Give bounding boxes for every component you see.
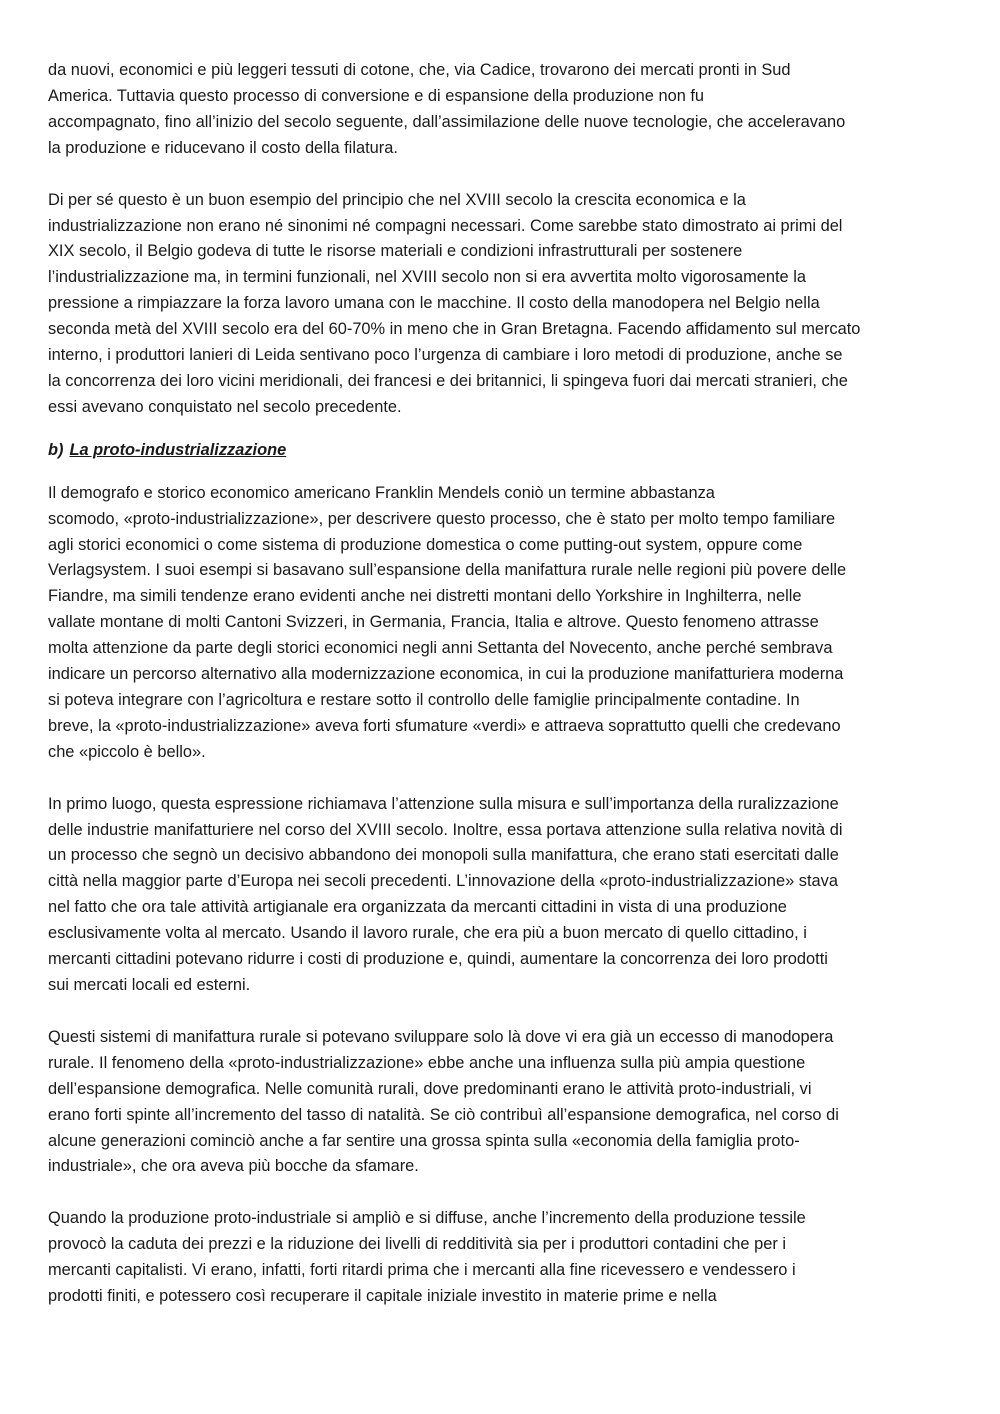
text-line: prodotti finiti, e potessero così recuperare il capitale iniziale investito in materie prime e nella [48,1287,717,1306]
text-line: molta attenzione da parte degli storici economici negli anni Settanta del Novecento, anche perché sembrava [48,639,833,658]
paragraph-2 [48,188,908,421]
paragraph-5 [48,1025,908,1180]
text-line: che «piccolo è bello». [48,742,206,761]
text-line: indicare un percorso alternativo alla modernizzazione economica, in cui la produzione manifatturiera moderna [48,665,844,684]
text-line: Fiandre, ma simili tendenze erano evidenti anche nei distretti montani dello Yorkshire in Inghilterra, nelle [48,587,802,606]
text-line: nel fatto che ora tale attività artigianale era organizzata da mercanti cittadini in vista di una produzione [48,898,787,917]
section-heading-title: La proto-industrializzazione [69,440,287,459]
text-line: industriale», che ora aveva più bocche da sfamare. [48,1157,419,1176]
text-line: erano forti spinte all’incremento del tasso di natalità. Se ciò contribuì all’espansione demografica, nel corso di [48,1105,839,1124]
text-line: Il demografo e storico economico americano Franklin Mendels coniò un termine abbastanza [48,483,715,502]
text-line: pressione a rimpiazzare la forza lavoro umana con le macchine. Il costo della manodopera nel Belgio nella [48,294,820,313]
text-line: interno, i produttori lanieri di Leida sentivano poco l’urgenza di cambiare i loro metodi di produzione, anche se [48,346,843,365]
text-line: accompagnato, fino all’inizio del secolo seguente, dall’assimilazione delle nuove tecnologie, che acceleravano [48,112,846,131]
text-line: dell’espansione demografica. Nelle comunità rurali, dove predominanti erano le attività proto-industriali, vi [48,1079,812,1098]
paragraph-1 [48,58,908,162]
text-line: Quando la produzione proto-industriale si ampliò e si diffuse, anche l’incremento della produzione tessile [48,1209,806,1228]
section-heading [48,438,908,464]
text-line: città nella maggior parte d’Europa nei secoli precedenti. L’innovazione della «proto-industrializzazione» stava [48,872,838,891]
text-line: Verlagsystem. I suoi esempi si basavano sull’espansione della manifattura rurale nelle regioni più povere delle [48,561,847,580]
paragraph-3 [48,481,908,766]
text-line: da nuovi, economici e più leggeri tessuti di cotone, che, via Cadice, trovarono dei mercati pronti in Sud [48,61,791,79]
text-line: essi avevano conquistato nel secolo precedente. [48,397,402,416]
text-line: mercanti capitalisti. Vi erano, infatti, forti ritardi prima che i mercanti alla fine ricevessero e vendessero i [48,1261,796,1280]
text-line: provocò la caduta dei prezzi e la riduzione dei livelli di redditività sia per i produttori contadini che per i [48,1235,786,1254]
text-line: scomodo, «proto-industrializzazione», per descrivere questo processo, che è stato per molto tempo familiare [48,509,836,528]
text-line: delle industrie manifatturiere nel corso del XVIII secolo. Inoltre, essa portava attenzione sulla relativa novità di [48,820,843,839]
text-line: esclusivamente volta al mercato. Usando il lavoro rurale, che era più a buon mercato di quello cittadino, i [48,924,807,943]
text-line: la concorrenza dei loro vicini meridionali, dei francesi e dei britannici, li spingeva fuori dai mercati stranieri, che [48,371,848,390]
text-line: America. Tuttavia questo processo di conversione e di espansione della produzione non fu [48,86,705,105]
text-line: agli storici economici o come sistema di produzione domestica o come putting-out system, oppure come [48,535,803,554]
text-line: breve, la «proto-industrializzazione» aveva forti sfumature «verdi» e attraeva soprattutto quelli che credevano [48,716,841,735]
text-line: Questi sistemi di manifattura rurale si potevano sviluppare solo là dove vi era già un eccesso di manodopera [48,1027,834,1046]
text-line: sui mercati locali ed esterni. [48,976,251,994]
paragraph-6 [48,1206,908,1310]
text-line: l’industrializzazione ma, in termini funzionali, nel XVIII secolo non si era avvertita molto vigorosamente la [48,268,806,287]
text-line: industrializzazione non erano né sinonimi né compagni necessari. Come sarebbe stato dimostrato ai primi del [48,216,843,235]
text-line: alcune generazioni cominciò anche a far sentire una grossa spinta sulla «economia della famiglia proto- [48,1131,800,1150]
text-line: In primo luogo, questa espressione richiamava l’attenzione sulla misura e sull’importanza della ruralizzazione [48,794,839,813]
text-line: mercanti cittadini potevano ridurre i costi di produzione e, quindi, aumentare la concorrenza dei loro prodotti [48,950,828,969]
text-line: Di per sé questo è un buon esempio del principio che nel XVIII secolo la crescita economica e la [48,190,746,209]
text-line: rurale. Il fenomeno della «proto-industrializzazione» ebbe anche una influenza sulla più ampia questione [48,1053,806,1072]
text-line: la produzione e riducevano il costo della filatura. [48,138,398,157]
document-page [48,58,908,1310]
text-line: vallate montane di molti Cantoni Svizzeri, in Germania, Francia, Italia e altrove. Questo fenomeno attrasse [48,613,819,632]
section-heading-label: b) [48,440,64,459]
paragraph-4 [48,792,908,999]
text-line: XIX secolo, il Belgio godeva di tutte le risorse materiali e condizioni infrastrutturali per sostenere [48,242,743,261]
text-line: seconda metà del XVIII secolo era del 60-70% in meno che in Gran Bretagna. Facendo affidamento sul mercato [48,320,861,339]
text-line: si poteva integrare con l’agricoltura e restare sotto il controllo delle famiglie principalmente contadine. In [48,690,800,709]
text-line: un processo che segnò un decisivo abbandono dei monopoli sulla manifattura, che erano stati esercitati dalle [48,846,839,865]
